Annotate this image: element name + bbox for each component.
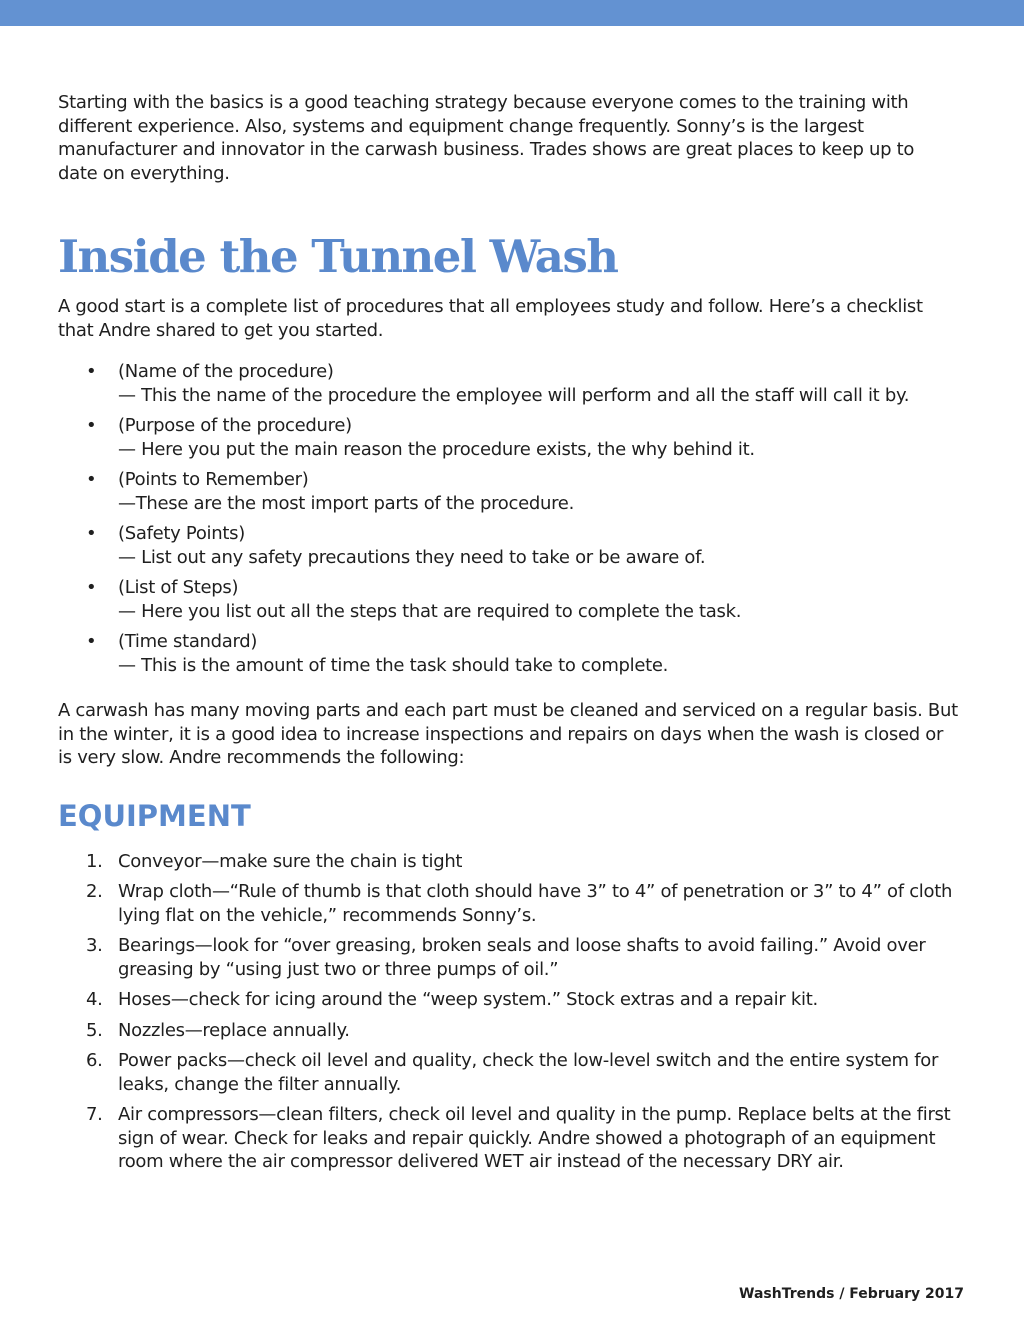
item-text: Wrap cloth—“Rule of thumb is that cloth should have 3” to 4” of penetration or 3” to 4” of cloth lying flat on the vehicle,” recommends Sonny’s. xyxy=(118,881,953,926)
item-number: 2. xyxy=(86,881,103,902)
bullet-icon: • xyxy=(86,631,97,652)
checklist-item xyxy=(58,522,958,569)
procedure-checklist xyxy=(58,360,958,677)
item-number: 3. xyxy=(86,935,103,956)
checklist-item xyxy=(58,630,958,677)
checklist-item-label: (Time standard) xyxy=(118,631,258,652)
equipment-heading: EQUIPMENT xyxy=(58,798,251,833)
item-number: 6. xyxy=(86,1050,103,1071)
checklist-item-desc: — List out any safety precautions they need to take or be aware of. xyxy=(118,546,706,568)
checklist-item-desc: — This is the amount of time the task should take to complete. xyxy=(118,654,669,676)
section-title: Inside the Tunnel Wash xyxy=(58,230,618,283)
checklist-item-label: (Name of the procedure) xyxy=(118,361,334,382)
item-number: 7. xyxy=(86,1104,103,1125)
checklist-item-desc: — This the name of the procedure the employee will perform and all the staff will call it by. xyxy=(118,384,910,406)
article-body xyxy=(58,91,958,1181)
checklist-item-desc: — Here you list out all the steps that are required to complete the task. xyxy=(118,600,742,622)
bullet-icon: • xyxy=(86,469,97,490)
checklist-item-label: (Safety Points) xyxy=(118,523,245,544)
bullet-icon: • xyxy=(86,415,97,436)
lead-paragraph: A good start is a complete list of procedures that all employees study and follow. Here’s a checklist that Andre shared to get you started. xyxy=(58,296,923,341)
equipment-list xyxy=(58,850,958,1174)
item-number: 4. xyxy=(86,989,103,1010)
checklist-item-desc: — Here you put the main reason the procedure exists, the why behind it. xyxy=(118,438,755,460)
item-number: 1. xyxy=(86,850,103,872)
item-text: Nozzles—replace annually. xyxy=(118,1019,350,1041)
item-text: Air compressors—clean filters, check oil level and quality in the pump. Replace belts at the first sign of wear. Check for leaks and repair quickly. Andre showed a photograph of an equipment room where the air compressor delivered WET air instead of the necessary DRY air. xyxy=(118,1104,951,1172)
intro-paragraph: Starting with the basics is a good teaching strategy because everyone comes to the training with different experience. Also, systems and equipment change frequently. Sonny’s is the largest manufacturer and innovator in the carwash business. Trades shows are great places to keep up to date on everything. xyxy=(58,92,915,184)
checklist-item xyxy=(58,414,958,461)
checklist-item xyxy=(58,576,958,623)
bullet-icon: • xyxy=(86,523,97,544)
item-number: 5. xyxy=(86,1019,103,1041)
page-footer: WashTrends / February 2017 xyxy=(739,1286,964,1302)
equipment-item xyxy=(58,880,958,927)
checklist-item-label: (Purpose of the procedure) xyxy=(118,415,352,436)
checklist-item xyxy=(58,360,958,407)
equipment-item xyxy=(58,988,958,1012)
checklist-item-desc: —These are the most import parts of the procedure. xyxy=(118,492,574,514)
equipment-item xyxy=(58,850,958,874)
equipment-item xyxy=(58,1049,958,1096)
equipment-item xyxy=(58,934,958,981)
item-text: Hoses—check for icing around the “weep system.” Stock extras and a repair kit. xyxy=(118,989,818,1010)
item-text: Conveyor—make sure the chain is tight xyxy=(118,850,463,872)
checklist-item xyxy=(58,468,958,515)
item-text: Bearings—look for “over greasing, broken seals and loose shafts to avoid failing.” Avoid over greasing by “using just two or three pumps of oil.” xyxy=(118,935,926,980)
checklist-item-label: (Points to Remember) xyxy=(118,469,309,490)
maintenance-paragraph: A carwash has many moving parts and each part must be cleaned and serviced on a regular basis. But in the winter, it is a good idea to increase inspections and repairs on days when the wash is closed or is very slow. Andre recommends the following: xyxy=(58,700,958,768)
item-text: Power packs—check oil level and quality, check the low-level switch and the entire system for leaks, change the filter annually. xyxy=(118,1050,939,1095)
bullet-icon: • xyxy=(86,577,97,598)
bullet-icon: • xyxy=(86,361,97,382)
checklist-item-label: (List of Steps) xyxy=(118,577,239,598)
equipment-item xyxy=(58,1103,958,1174)
equipment-item xyxy=(58,1019,958,1043)
header-bar xyxy=(0,0,1024,26)
